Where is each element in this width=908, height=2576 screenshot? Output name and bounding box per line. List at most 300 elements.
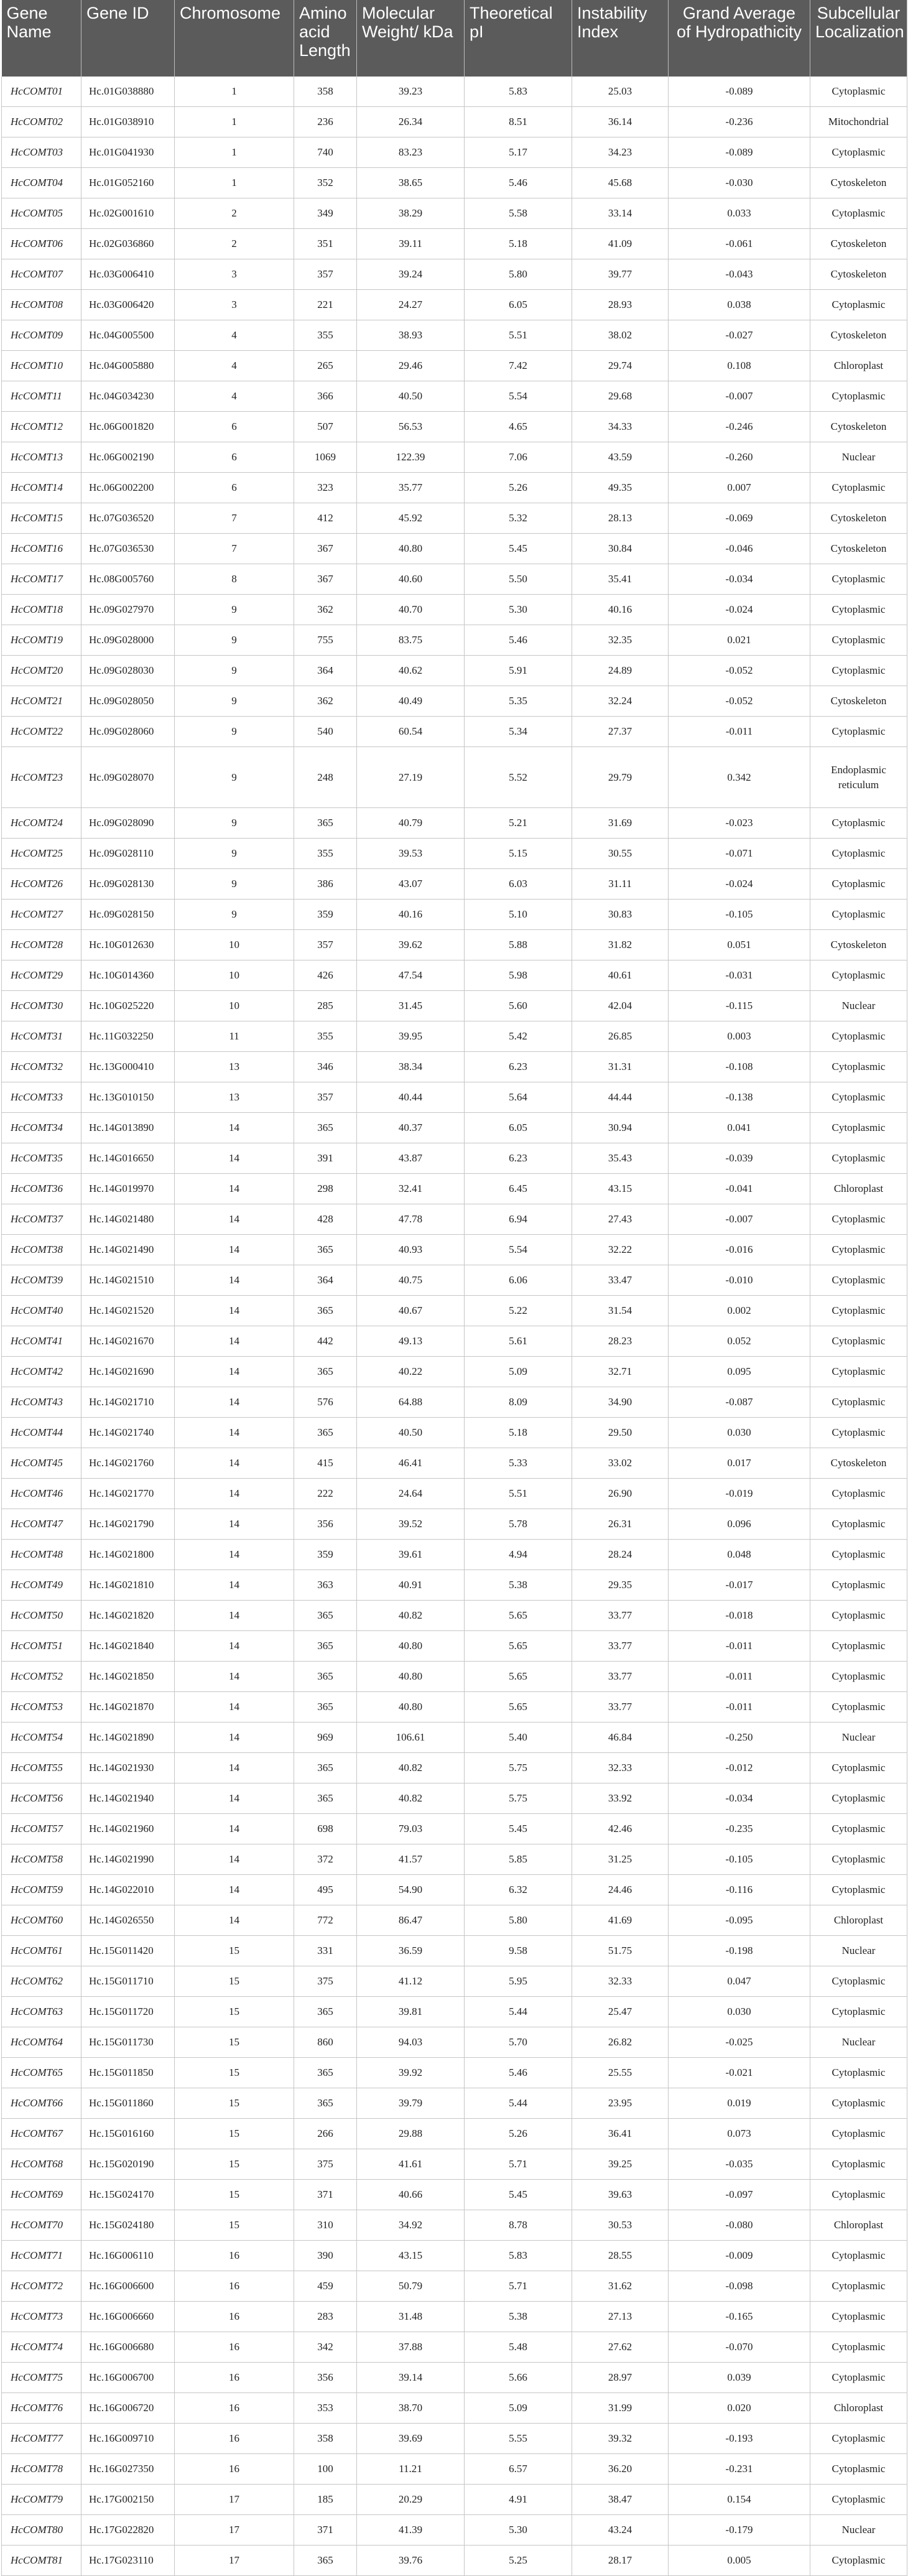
localization-cell: Cytoplasmic (810, 1296, 907, 1326)
instability-index-cell: 29.35 (572, 1570, 669, 1601)
table-row (2, 1570, 907, 1601)
table-row (2, 747, 907, 808)
theoretical-pi-cell: 5.91 (465, 656, 572, 686)
gene-id-cell: Hc.06G002190 (81, 442, 175, 473)
table-row (2, 2149, 907, 2180)
gravy-cell: 0.041 (669, 1113, 810, 1143)
instability-index-cell: 46.84 (572, 1723, 669, 1753)
gene-id-cell: Hc.09G028130 (81, 869, 175, 900)
amino-acid-length-cell: 365 (294, 1692, 357, 1723)
localization-cell: Cytoskeleton (810, 686, 907, 717)
gravy-cell: 0.096 (669, 1509, 810, 1540)
amino-acid-length-cell: 365 (294, 1296, 357, 1326)
header-subcellular-localization: Subcellular Localization (810, 0, 907, 77)
gene-id-cell: Hc.14G026550 (81, 1905, 175, 1936)
table-row (2, 1448, 907, 1479)
amino-acid-length-cell: 323 (294, 473, 357, 503)
instability-index-cell: 44.44 (572, 1082, 669, 1113)
gene-name-cell: HcCOMT12 (2, 412, 81, 442)
chromosome-cell: 15 (175, 1997, 294, 2027)
molecular-weight-cell: 40.80 (357, 1692, 465, 1723)
chromosome-cell: 14 (175, 1479, 294, 1509)
theoretical-pi-cell: 5.09 (465, 2393, 572, 2424)
gene-name-cell: HcCOMT31 (2, 1021, 81, 1052)
amino-acid-length-cell: 698 (294, 1814, 357, 1844)
instability-index-cell: 39.63 (572, 2180, 669, 2210)
localization-cell: Cytoplasmic (810, 1753, 907, 1783)
table-row (2, 2485, 907, 2515)
amino-acid-length-cell: 576 (294, 1387, 357, 1418)
gene-name-cell: HcCOMT57 (2, 1814, 81, 1844)
instability-index-cell: 25.47 (572, 1997, 669, 2027)
instability-index-cell: 23.95 (572, 2088, 669, 2119)
gene-id-cell: Hc.16G006700 (81, 2363, 175, 2393)
table-row (2, 137, 907, 168)
localization-cell: Cytoskeleton (810, 320, 907, 351)
theoretical-pi-cell: 5.54 (465, 381, 572, 412)
molecular-weight-cell: 29.46 (357, 351, 465, 381)
table-row (2, 1204, 907, 1235)
gravy-cell: -0.061 (669, 229, 810, 259)
gravy-cell: -0.246 (669, 412, 810, 442)
chromosome-cell: 14 (175, 1601, 294, 1631)
theoretical-pi-cell: 5.80 (465, 1905, 572, 1936)
header-theoretical-pi: Theoretical pI (465, 0, 572, 77)
instability-index-cell: 41.09 (572, 229, 669, 259)
chromosome-cell: 14 (175, 1357, 294, 1387)
gravy-cell: -0.116 (669, 1875, 810, 1905)
instability-index-cell: 30.94 (572, 1113, 669, 1143)
gravy-cell: -0.193 (669, 2424, 810, 2454)
localization-cell: Nuclear (810, 1723, 907, 1753)
gene-table-container (1, 0, 907, 2576)
chromosome-cell: 16 (175, 2241, 294, 2271)
chromosome-cell: 14 (175, 1814, 294, 1844)
table-row (2, 869, 907, 900)
gene-name-cell: HcCOMT16 (2, 534, 81, 564)
molecular-weight-cell: 40.62 (357, 656, 465, 686)
amino-acid-length-cell: 365 (294, 2058, 357, 2088)
gravy-cell: 0.047 (669, 1966, 810, 1997)
instability-index-cell: 33.02 (572, 1448, 669, 1479)
molecular-weight-cell: 86.47 (357, 1905, 465, 1936)
gene-id-cell: Hc.14G021960 (81, 1814, 175, 1844)
table-row (2, 77, 907, 107)
gene-id-cell: Hc.16G006110 (81, 2241, 175, 2271)
chromosome-cell: 11 (175, 1021, 294, 1052)
molecular-weight-cell: 38.34 (357, 1052, 465, 1082)
gene-name-cell: HcCOMT69 (2, 2180, 81, 2210)
gravy-cell: 0.017 (669, 1448, 810, 1479)
amino-acid-length-cell: 359 (294, 900, 357, 930)
gene-name-cell: HcCOMT73 (2, 2302, 81, 2332)
gene-name-cell: HcCOMT28 (2, 930, 81, 960)
amino-acid-length-cell: 346 (294, 1052, 357, 1082)
theoretical-pi-cell: 5.54 (465, 1235, 572, 1265)
molecular-weight-cell: 34.92 (357, 2210, 465, 2241)
chromosome-cell: 9 (175, 900, 294, 930)
amino-acid-length-cell: 359 (294, 1540, 357, 1570)
gravy-cell: -0.034 (669, 564, 810, 595)
instability-index-cell: 27.13 (572, 2302, 669, 2332)
amino-acid-length-cell: 365 (294, 1753, 357, 1783)
gravy-cell: -0.046 (669, 534, 810, 564)
localization-cell: Cytoplasmic (810, 1052, 907, 1082)
theoretical-pi-cell: 5.46 (465, 168, 572, 198)
instability-index-cell: 32.22 (572, 1235, 669, 1265)
gene-id-cell: Hc.04G005880 (81, 351, 175, 381)
theoretical-pi-cell: 6.57 (465, 2454, 572, 2485)
chromosome-cell: 2 (175, 198, 294, 229)
theoretical-pi-cell: 8.51 (465, 107, 572, 137)
gene-id-cell: Hc.14G021480 (81, 1204, 175, 1235)
chromosome-cell: 1 (175, 137, 294, 168)
theoretical-pi-cell: 5.78 (465, 1509, 572, 1540)
gene-name-cell: HcCOMT70 (2, 2210, 81, 2241)
localization-cell: Mitochondrial (810, 107, 907, 137)
table-row (2, 1082, 907, 1113)
gravy-cell: 0.030 (669, 1418, 810, 1448)
gene-name-cell: HcCOMT55 (2, 1753, 81, 1783)
gene-name-cell: HcCOMT61 (2, 1936, 81, 1966)
chromosome-cell: 6 (175, 442, 294, 473)
instability-index-cell: 38.47 (572, 2485, 669, 2515)
gravy-cell: 0.020 (669, 2393, 810, 2424)
localization-cell: Endoplasmic reticulum (810, 747, 907, 808)
instability-index-cell: 31.25 (572, 1844, 669, 1875)
gene-id-cell: Hc.01G041930 (81, 137, 175, 168)
molecular-weight-cell: 38.93 (357, 320, 465, 351)
chromosome-cell: 14 (175, 1113, 294, 1143)
gene-name-cell: HcCOMT32 (2, 1052, 81, 1082)
instability-index-cell: 33.77 (572, 1662, 669, 1692)
table-row (2, 259, 907, 290)
amino-acid-length-cell: 371 (294, 2180, 357, 2210)
gene-id-cell: Hc.14G021840 (81, 1631, 175, 1662)
theoretical-pi-cell: 8.09 (465, 1387, 572, 1418)
localization-cell: Cytoplasmic (810, 1570, 907, 1601)
amino-acid-length-cell: 357 (294, 1082, 357, 1113)
localization-cell: Cytoplasmic (810, 1357, 907, 1387)
gene-name-cell: HcCOMT35 (2, 1143, 81, 1174)
gene-id-cell: Hc.11G032250 (81, 1021, 175, 1052)
gravy-cell: -0.011 (669, 717, 810, 747)
amino-acid-length-cell: 364 (294, 656, 357, 686)
table-row (2, 2210, 907, 2241)
gene-id-cell: Hc.14G021940 (81, 1783, 175, 1814)
localization-cell: Cytoplasmic (810, 1204, 907, 1235)
chromosome-cell: 10 (175, 960, 294, 991)
table-row (2, 2393, 907, 2424)
instability-index-cell: 36.20 (572, 2454, 669, 2485)
gene-id-cell: Hc.06G001820 (81, 412, 175, 442)
chromosome-cell: 14 (175, 1631, 294, 1662)
gene-id-cell: Hc.14G021890 (81, 1723, 175, 1753)
amino-acid-length-cell: 375 (294, 2149, 357, 2180)
gravy-cell: -0.052 (669, 686, 810, 717)
instability-index-cell: 28.13 (572, 503, 669, 534)
table-row (2, 1479, 907, 1509)
instability-index-cell: 29.79 (572, 747, 669, 808)
gravy-cell: 0.030 (669, 1997, 810, 2027)
table-row (2, 1936, 907, 1966)
gene-id-cell: Hc.14G021510 (81, 1265, 175, 1296)
amino-acid-length-cell: 353 (294, 2393, 357, 2424)
table-row (2, 351, 907, 381)
amino-acid-length-cell: 362 (294, 686, 357, 717)
table-row (2, 1905, 907, 1936)
molecular-weight-cell: 43.15 (357, 2241, 465, 2271)
gene-id-cell: Hc.15G016160 (81, 2119, 175, 2149)
molecular-weight-cell: 46.41 (357, 1448, 465, 1479)
gene-name-cell: HcCOMT09 (2, 320, 81, 351)
molecular-weight-cell: 43.07 (357, 869, 465, 900)
localization-cell: Nuclear (810, 2027, 907, 2058)
gene-name-cell: HcCOMT71 (2, 2241, 81, 2271)
theoretical-pi-cell: 5.83 (465, 2241, 572, 2271)
molecular-weight-cell: 40.22 (357, 1357, 465, 1387)
gene-name-cell: HcCOMT65 (2, 2058, 81, 2088)
gravy-cell: 0.038 (669, 290, 810, 320)
localization-cell: Cytoplasmic (810, 1997, 907, 2027)
gravy-cell: -0.012 (669, 1753, 810, 1783)
localization-cell: Cytoplasmic (810, 137, 907, 168)
gravy-cell: -0.011 (669, 1662, 810, 1692)
gravy-cell: -0.011 (669, 1692, 810, 1723)
gravy-cell: -0.034 (669, 1783, 810, 1814)
amino-acid-length-cell: 969 (294, 1723, 357, 1753)
localization-cell: Cytoskeleton (810, 168, 907, 198)
gene-name-cell: HcCOMT07 (2, 259, 81, 290)
gravy-cell: -0.024 (669, 595, 810, 625)
amino-acid-length-cell: 1069 (294, 442, 357, 473)
gene-id-cell: Hc.09G028150 (81, 900, 175, 930)
table-row (2, 1052, 907, 1082)
molecular-weight-cell: 39.23 (357, 77, 465, 107)
chromosome-cell: 14 (175, 1387, 294, 1418)
localization-cell: Chloroplast (810, 2210, 907, 2241)
gene-id-cell: Hc.15G011720 (81, 1997, 175, 2027)
table-row (2, 412, 907, 442)
gravy-cell: 0.005 (669, 2546, 810, 2576)
gene-id-cell: Hc.14G021930 (81, 1753, 175, 1783)
gene-id-cell: Hc.10G014360 (81, 960, 175, 991)
gene-id-cell: Hc.01G052160 (81, 168, 175, 198)
gravy-cell: 0.019 (669, 2088, 810, 2119)
chromosome-cell: 14 (175, 1326, 294, 1357)
table-row (2, 1875, 907, 1905)
gravy-cell: 0.052 (669, 1326, 810, 1357)
instability-index-cell: 29.50 (572, 1418, 669, 1448)
gene-id-cell: Hc.06G002200 (81, 473, 175, 503)
molecular-weight-cell: 40.80 (357, 1662, 465, 1692)
theoretical-pi-cell: 5.71 (465, 2271, 572, 2302)
amino-acid-length-cell: 357 (294, 930, 357, 960)
gene-id-cell: Hc.17G022820 (81, 2515, 175, 2546)
amino-acid-length-cell: 365 (294, 1113, 357, 1143)
chromosome-cell: 14 (175, 1753, 294, 1783)
gene-id-cell: Hc.07G036520 (81, 503, 175, 534)
instability-index-cell: 38.02 (572, 320, 669, 351)
localization-cell: Cytoplasmic (810, 2088, 907, 2119)
header-gene-name: Gene Name (2, 0, 81, 77)
gene-id-cell: Hc.14G022010 (81, 1875, 175, 1905)
gravy-cell: -0.070 (669, 2332, 810, 2363)
molecular-weight-cell: 41.61 (357, 2149, 465, 2180)
instability-index-cell: 41.69 (572, 1905, 669, 1936)
gene-id-cell: Hc.15G011850 (81, 2058, 175, 2088)
table-row (2, 1387, 907, 1418)
gene-name-cell: HcCOMT36 (2, 1174, 81, 1204)
gene-id-cell: Hc.14G021770 (81, 1479, 175, 1509)
theoretical-pi-cell: 6.23 (465, 1143, 572, 1174)
gene-name-cell: HcCOMT08 (2, 290, 81, 320)
gravy-cell: -0.007 (669, 1204, 810, 1235)
theoretical-pi-cell: 5.21 (465, 808, 572, 839)
molecular-weight-cell: 40.50 (357, 1418, 465, 1448)
amino-acid-length-cell: 365 (294, 1997, 357, 2027)
instability-index-cell: 33.77 (572, 1692, 669, 1723)
amino-acid-length-cell: 365 (294, 808, 357, 839)
localization-cell: Cytoplasmic (810, 2485, 907, 2515)
theoretical-pi-cell: 5.30 (465, 595, 572, 625)
localization-cell: Cytoplasmic (810, 1631, 907, 1662)
chromosome-cell: 3 (175, 290, 294, 320)
localization-cell: Cytoplasmic (810, 1418, 907, 1448)
gravy-cell: -0.031 (669, 960, 810, 991)
gene-name-cell: HcCOMT18 (2, 595, 81, 625)
chromosome-cell: 9 (175, 656, 294, 686)
theoretical-pi-cell: 5.32 (465, 503, 572, 534)
localization-cell: Cytoplasmic (810, 77, 907, 107)
gene-name-cell: HcCOMT23 (2, 747, 81, 808)
amino-acid-length-cell: 100 (294, 2454, 357, 2485)
molecular-weight-cell: 39.52 (357, 1509, 465, 1540)
table-row (2, 1296, 907, 1326)
theoretical-pi-cell: 5.34 (465, 717, 572, 747)
table-row (2, 473, 907, 503)
localization-cell: Cytoplasmic (810, 564, 907, 595)
amino-acid-length-cell: 362 (294, 595, 357, 625)
theoretical-pi-cell: 5.98 (465, 960, 572, 991)
gene-id-cell: Hc.14G021990 (81, 1844, 175, 1875)
chromosome-cell: 14 (175, 1235, 294, 1265)
gene-id-cell: Hc.16G006600 (81, 2271, 175, 2302)
gene-name-cell: HcCOMT74 (2, 2332, 81, 2363)
molecular-weight-cell: 31.45 (357, 991, 465, 1021)
instability-index-cell: 31.54 (572, 1296, 669, 1326)
gravy-cell: -0.105 (669, 1844, 810, 1875)
molecular-weight-cell: 31.48 (357, 2302, 465, 2332)
molecular-weight-cell: 40.67 (357, 1296, 465, 1326)
molecular-weight-cell: 40.82 (357, 1601, 465, 1631)
amino-acid-length-cell: 365 (294, 1357, 357, 1387)
amino-acid-length-cell: 185 (294, 2485, 357, 2515)
table-row (2, 534, 907, 564)
gravy-cell: -0.138 (669, 1082, 810, 1113)
header-instability-index: Instability Index (572, 0, 669, 77)
instability-index-cell: 31.62 (572, 2271, 669, 2302)
gene-id-cell: Hc.01G038910 (81, 107, 175, 137)
molecular-weight-cell: 40.44 (357, 1082, 465, 1113)
chromosome-cell: 10 (175, 991, 294, 1021)
table-row (2, 1235, 907, 1265)
table-row (2, 839, 907, 869)
molecular-weight-cell: 64.88 (357, 1387, 465, 1418)
table-row (2, 320, 907, 351)
table-row (2, 229, 907, 259)
gene-name-cell: HcCOMT79 (2, 2485, 81, 2515)
theoretical-pi-cell: 6.45 (465, 1174, 572, 1204)
instability-index-cell: 31.31 (572, 1052, 669, 1082)
localization-cell: Cytoplasmic (810, 869, 907, 900)
theoretical-pi-cell: 5.52 (465, 747, 572, 808)
gene-id-cell: Hc.15G024170 (81, 2180, 175, 2210)
gene-name-cell: HcCOMT25 (2, 839, 81, 869)
localization-cell: Cytoplasmic (810, 625, 907, 656)
molecular-weight-cell: 122.39 (357, 442, 465, 473)
molecular-weight-cell: 38.29 (357, 198, 465, 229)
theoretical-pi-cell: 5.60 (465, 991, 572, 1021)
localization-cell: Cytoplasmic (810, 1509, 907, 1540)
theoretical-pi-cell: 5.33 (465, 1448, 572, 1479)
theoretical-pi-cell: 5.45 (465, 2180, 572, 2210)
localization-cell: Cytoplasmic (810, 1479, 907, 1509)
instability-index-cell: 33.92 (572, 1783, 669, 1814)
localization-cell: Chloroplast (810, 1174, 907, 1204)
instability-index-cell: 32.33 (572, 1753, 669, 1783)
amino-acid-length-cell: 372 (294, 1844, 357, 1875)
theoretical-pi-cell: 4.94 (465, 1540, 572, 1570)
gene-id-cell: Hc.14G021790 (81, 1509, 175, 1540)
gene-id-cell: Hc.16G027350 (81, 2454, 175, 2485)
amino-acid-length-cell: 364 (294, 1265, 357, 1296)
instability-index-cell: 28.17 (572, 2546, 669, 2576)
localization-cell: Nuclear (810, 442, 907, 473)
gene-name-cell: HcCOMT50 (2, 1601, 81, 1631)
table-row (2, 1753, 907, 1783)
gene-name-cell: HcCOMT04 (2, 168, 81, 198)
localization-cell: Nuclear (810, 1936, 907, 1966)
instability-index-cell: 33.14 (572, 198, 669, 229)
chromosome-cell: 14 (175, 1540, 294, 1570)
theoretical-pi-cell: 5.15 (465, 839, 572, 869)
amino-acid-length-cell: 442 (294, 1326, 357, 1357)
molecular-weight-cell: 39.92 (357, 2058, 465, 2088)
table-row (2, 2302, 907, 2332)
localization-cell: Nuclear (810, 991, 907, 1021)
chromosome-cell: 16 (175, 2424, 294, 2454)
amino-acid-length-cell: 266 (294, 2119, 357, 2149)
table-row (2, 2058, 907, 2088)
gene-name-cell: HcCOMT22 (2, 717, 81, 747)
gene-name-cell: HcCOMT11 (2, 381, 81, 412)
localization-cell: Cytoplasmic (810, 1875, 907, 1905)
chromosome-cell: 15 (175, 1966, 294, 1997)
instability-index-cell: 32.71 (572, 1357, 669, 1387)
molecular-weight-cell: 94.03 (357, 2027, 465, 2058)
gravy-cell: -0.021 (669, 2058, 810, 2088)
gravy-cell: -0.017 (669, 1570, 810, 1601)
gravy-cell: -0.007 (669, 381, 810, 412)
molecular-weight-cell: 39.24 (357, 259, 465, 290)
localization-cell: Cytoplasmic (810, 1113, 907, 1143)
gravy-cell: 0.073 (669, 2119, 810, 2149)
table-row (2, 2424, 907, 2454)
localization-cell: Cytoplasmic (810, 2149, 907, 2180)
molecular-weight-cell: 39.79 (357, 2088, 465, 2119)
gene-name-cell: HcCOMT46 (2, 1479, 81, 1509)
